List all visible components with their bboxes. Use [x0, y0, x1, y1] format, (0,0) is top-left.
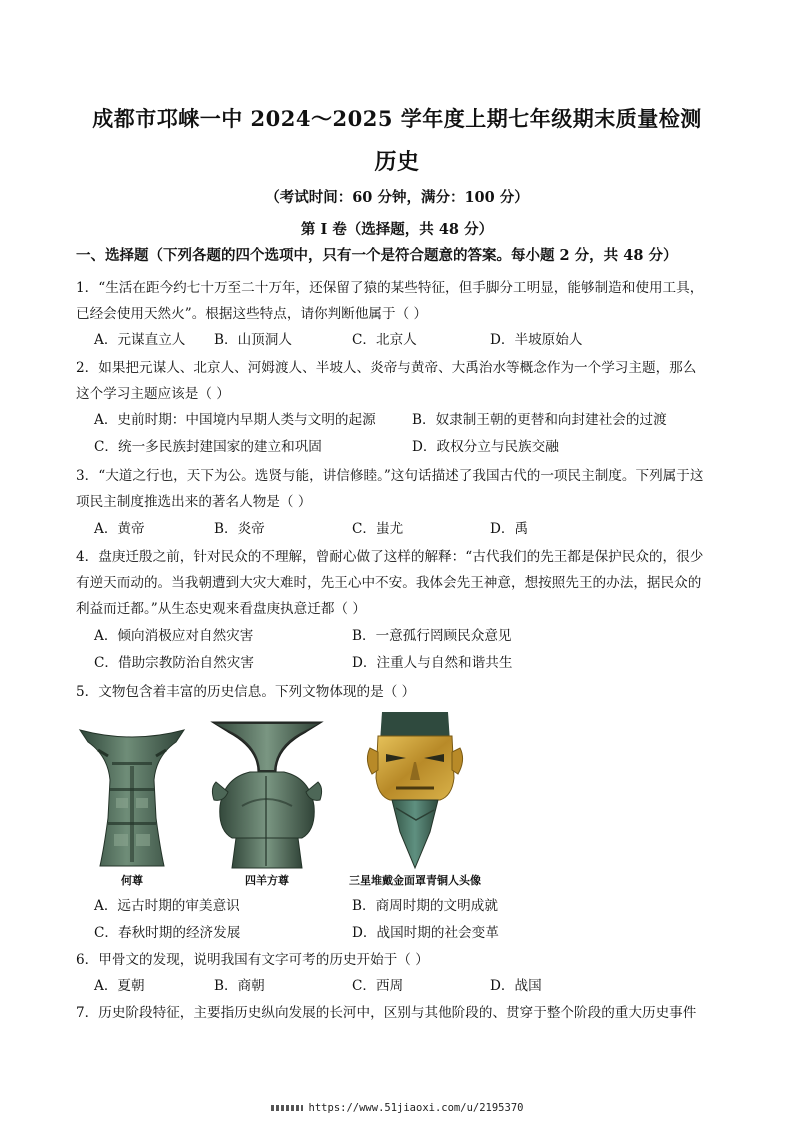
q3-stem-line1: 3．“大道之行也，天下为公。选贤与能，讲信修睦。”这句话描述了我国古代的一项民主制度。下列属于这 [76, 468, 704, 484]
q5-stem-line1: 5．文物包含着丰富的历史信息。下列文物体现的是（ ） [76, 684, 416, 700]
q6-option-a: A．夏朝 [94, 978, 145, 994]
four-ram-zun-image [206, 718, 328, 870]
q4-option-d: D．注重人与自然和谐共生 [352, 655, 513, 671]
section-heading: 一、选择题（下列各题的四个选项中，只有一个是符合题意的答案。每小题 2 分，共 48 分） [76, 247, 678, 264]
q7-stem-line1: 7．历史阶段特征，主要指历史纵向发展的长河中，区别与其他阶段的、贯穿于整个阶段的重大历史事件 [76, 1005, 697, 1021]
q3-option-d: D．禹 [490, 521, 529, 537]
q6-option-d: D．战国 [490, 978, 542, 994]
exam-subject: 历史 [374, 149, 420, 175]
exam-info: （考试时间：60 分钟，满分：100 分） [265, 189, 529, 206]
caption-he-zun: 何尊 [121, 874, 143, 887]
q3-stem-line2: 项民主制度推选出来的著名人物是（ ） [76, 494, 312, 510]
q1-option-d: D．半坡原始人 [490, 332, 583, 348]
q6-option-b: B．商朝 [214, 978, 265, 994]
caption-sanxingdui-head: 三星堆戴金面罩青铜人头像 [349, 874, 481, 887]
sanxingdui-bronze-head-image [360, 708, 470, 870]
q3-option-b: B．炎帝 [214, 521, 265, 537]
caption-four-ram-zun: 四羊方尊 [245, 874, 289, 887]
q5-option-d: D．战国时期的社会变革 [352, 925, 499, 941]
q2-option-c: C．统一多民族封建国家的建立和巩固 [94, 439, 322, 455]
q6-stem-line1: 6．甲骨文的发现，说明我国有文字可考的历史开始于（ ） [76, 952, 429, 968]
q1-option-b: B．山顶洞人 [214, 332, 292, 348]
exam-title: 成都市邛崃一中 2024～2025 学年度上期七年级期末质量检测 [92, 106, 702, 131]
q4-stem-line3: 利益而迁都。”从生态史观来看盘庚执意迁都（ ） [76, 601, 366, 617]
q3-option-c: C．蚩尤 [352, 521, 404, 537]
q5-option-c: C．春秋时期的经济发展 [94, 925, 241, 941]
q3-option-a: A．黄帝 [94, 521, 145, 537]
q5-option-a: A．远古时期的审美意识 [94, 898, 240, 914]
q2-stem-line1: 2．如果把元谋人、北京人、河姆渡人、半坡人、炎帝与黄帝、大禹治水等概念作为一个学习主题，那么 [76, 360, 697, 376]
q2-option-b: B．奴隶制王朝的更替和向封建社会的过渡 [412, 412, 667, 428]
q4-option-c: C．借助宗教防治自然灾害 [94, 655, 254, 671]
q5-option-b: B．商周时期的文明成就 [352, 898, 498, 914]
q2-option-d: D．政权分立与民族交融 [412, 439, 559, 455]
q6-option-c: C．西周 [352, 978, 404, 994]
q2-stem-line2: 这个学习主题应该是（ ） [76, 386, 230, 402]
q4-option-a: A．倾向消极应对自然灾害 [94, 628, 254, 644]
footer-watermark [0, 1102, 794, 1114]
q1-stem-line2: 已经会使用天然火”。根据这些特点，请你判断他属于（ ） [76, 306, 428, 322]
q1-option-c: C．北京人 [352, 332, 417, 348]
q1-stem-line1: 1．“生活在距今约七十万至二十万年，还保留了猿的某些特征，但手脚分工明显，能够制造和使用工具， [76, 280, 704, 296]
q4-stem-line1: 4．盘庚迁殷之前，针对民众的不理解，曾耐心做了这样的解释：“古代我们的先王都是保护民众的，很少 [76, 549, 704, 565]
q1-option-a: A．元谋直立人 [94, 332, 186, 348]
q2-option-a: A．史前时期：中国境内早期人类与文明的起源 [94, 412, 376, 428]
watermark-mark-icon [271, 1105, 303, 1111]
q4-stem-line2: 有逆天而动的。当我朝遭到大灾大难时，先王心中不安。我体会先王神意，想按照先王的办法，据民众的 [76, 575, 702, 591]
q4-option-b: B．一意孤行罔顾民众意见 [352, 628, 512, 644]
footer-url[interactable]: https://www.51jiaoxi.com/u/2195370 [308, 1102, 524, 1114]
part-title: 第 I 卷（选择题，共 48 分） [300, 221, 494, 238]
he-zun-image [76, 722, 188, 870]
